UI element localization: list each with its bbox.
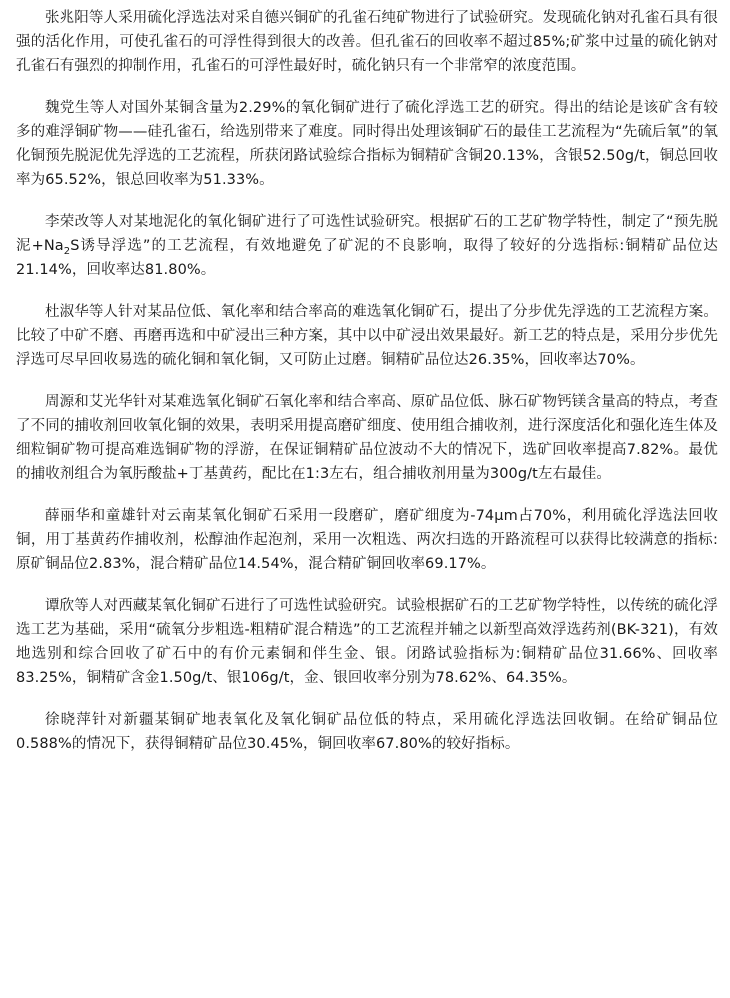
paragraph-zhang: 张兆阳等人采用硫化浮选法对采自德兴铜矿的孔雀石纯矿物进行了试验研究。发现硫化钠对孔雀石具有很强的活化作用，可使孔雀石的可浮性得到很大的改善。但孔雀石的回收率不超过85%;矿浆中过量的硫化钠对孔雀石有强烈的抑制作用，孔雀石的可浮性最好时，硫化钠只有一个非常窄的浓度范围。: [16, 10, 718, 74]
subscript-2: 2: [63, 245, 71, 257]
paragraph-xue: 薛丽华和童雄针对云南某氧化铜矿石采用一段磨矿，磨矿细度为-74μm占70%，利用硫化浮选法回收铜，用丁基黄药作捕收剂，松醇油作起泡剂，采用一次粗选、两次扫选的开路流程可以获得比较满意的指标:原矿铜品位2.83%，混合精矿品位14.54%，混合精矿铜回收率69.17%。: [16, 508, 718, 572]
paragraph-du: 杜淑华等人针对某品位低、氧化率和结合率高的难选氧化铜矿石，提出了分步优先浮选的工艺流程方案。比较了中矿不磨、再磨再选和中矿浸出三种方案，其中以中矿浸出效果最好。新工艺的特点是，采用分步优先浮选可尽早回收易选的硫化铜和氧化铜，又可防止过磨。铜精矿品位达26.35%，回收率达70%。: [16, 304, 718, 368]
paragraph-li-text-before: 李荣改等人对某地泥化的氧化铜矿进行了可选性试验研究。根据矿石的工艺矿物学特性，制定了“预先脱泥+Na: [16, 214, 718, 254]
paragraph-tan: 谭欣等人对西藏某氧化铜矿石进行了可选性试验研究。试验根据矿石的工艺矿物学特性，以传统的硫化浮选工艺为基础，采用“硫氧分步粗选-粗精矿混合精选”的工艺流程并辅之以新型高效浮选药剂(BK-321)，有效地选别和综合回收了矿石中的有价元素铜和伴生金、银。闭路试验指标为:铜精矿品位31.66%、回收率83.25%，铜精矿含金1.50g/t、银106g/t，金、银回收率分别为78.62%、64.35%。: [16, 598, 718, 686]
paragraph-zhou: 周源和艾光华针对某难选氧化铜矿石氧化率和结合率高、原矿品位低、脉石矿物钙镁含量高的特点，考查了不同的捕收剂回收氧化铜的效果，表明采用提高磨矿细度、使用组合捕收剂，进行深度活化和强化连生体及细粒铜矿物可提高难选铜矿物的浮游，在保证铜精矿品位波动不大的情况下，选矿回收率提高7.82%。最优的捕收剂组合为氧肟酸盐+丁基黄药，配比在1:3左右，组合捕收剂用量为300g/t左右最佳。: [16, 394, 718, 482]
paragraph-li-text-after: S诱导浮选”的工艺流程，有效地避免了矿泥的不良影响，取得了较好的分选指标:铜精矿品位达21.14%，回收率达81.80%。: [16, 238, 718, 278]
paragraph-li: [16, 210, 718, 282]
paragraph-xu: 徐晓萍针对新疆某铜矿地表氧化及氧化铜矿品位低的特点，采用硫化浮选法回收铜。在给矿铜品位0.588%的情况下，获得铜精矿品位30.45%，铜回收率67.80%的较好指标。: [16, 712, 718, 752]
paragraph-wei: 魏党生等人对国外某铜含量为2.29%的氧化铜矿进行了硫化浮选工艺的研究。得出的结论是该矿含有较多的难浮铜矿物——硅孔雀石，给选别带来了难度。同时得出处理该铜矿石的最佳工艺流程为“先硫后氧”的氧化铜预先脱泥优先浮选的工艺流程，所获闭路试验综合指标为铜精矿含铜20.13%，含银52.50g/t，铜总回收率为65.52%，银总回收率为51.33%。: [16, 100, 718, 188]
